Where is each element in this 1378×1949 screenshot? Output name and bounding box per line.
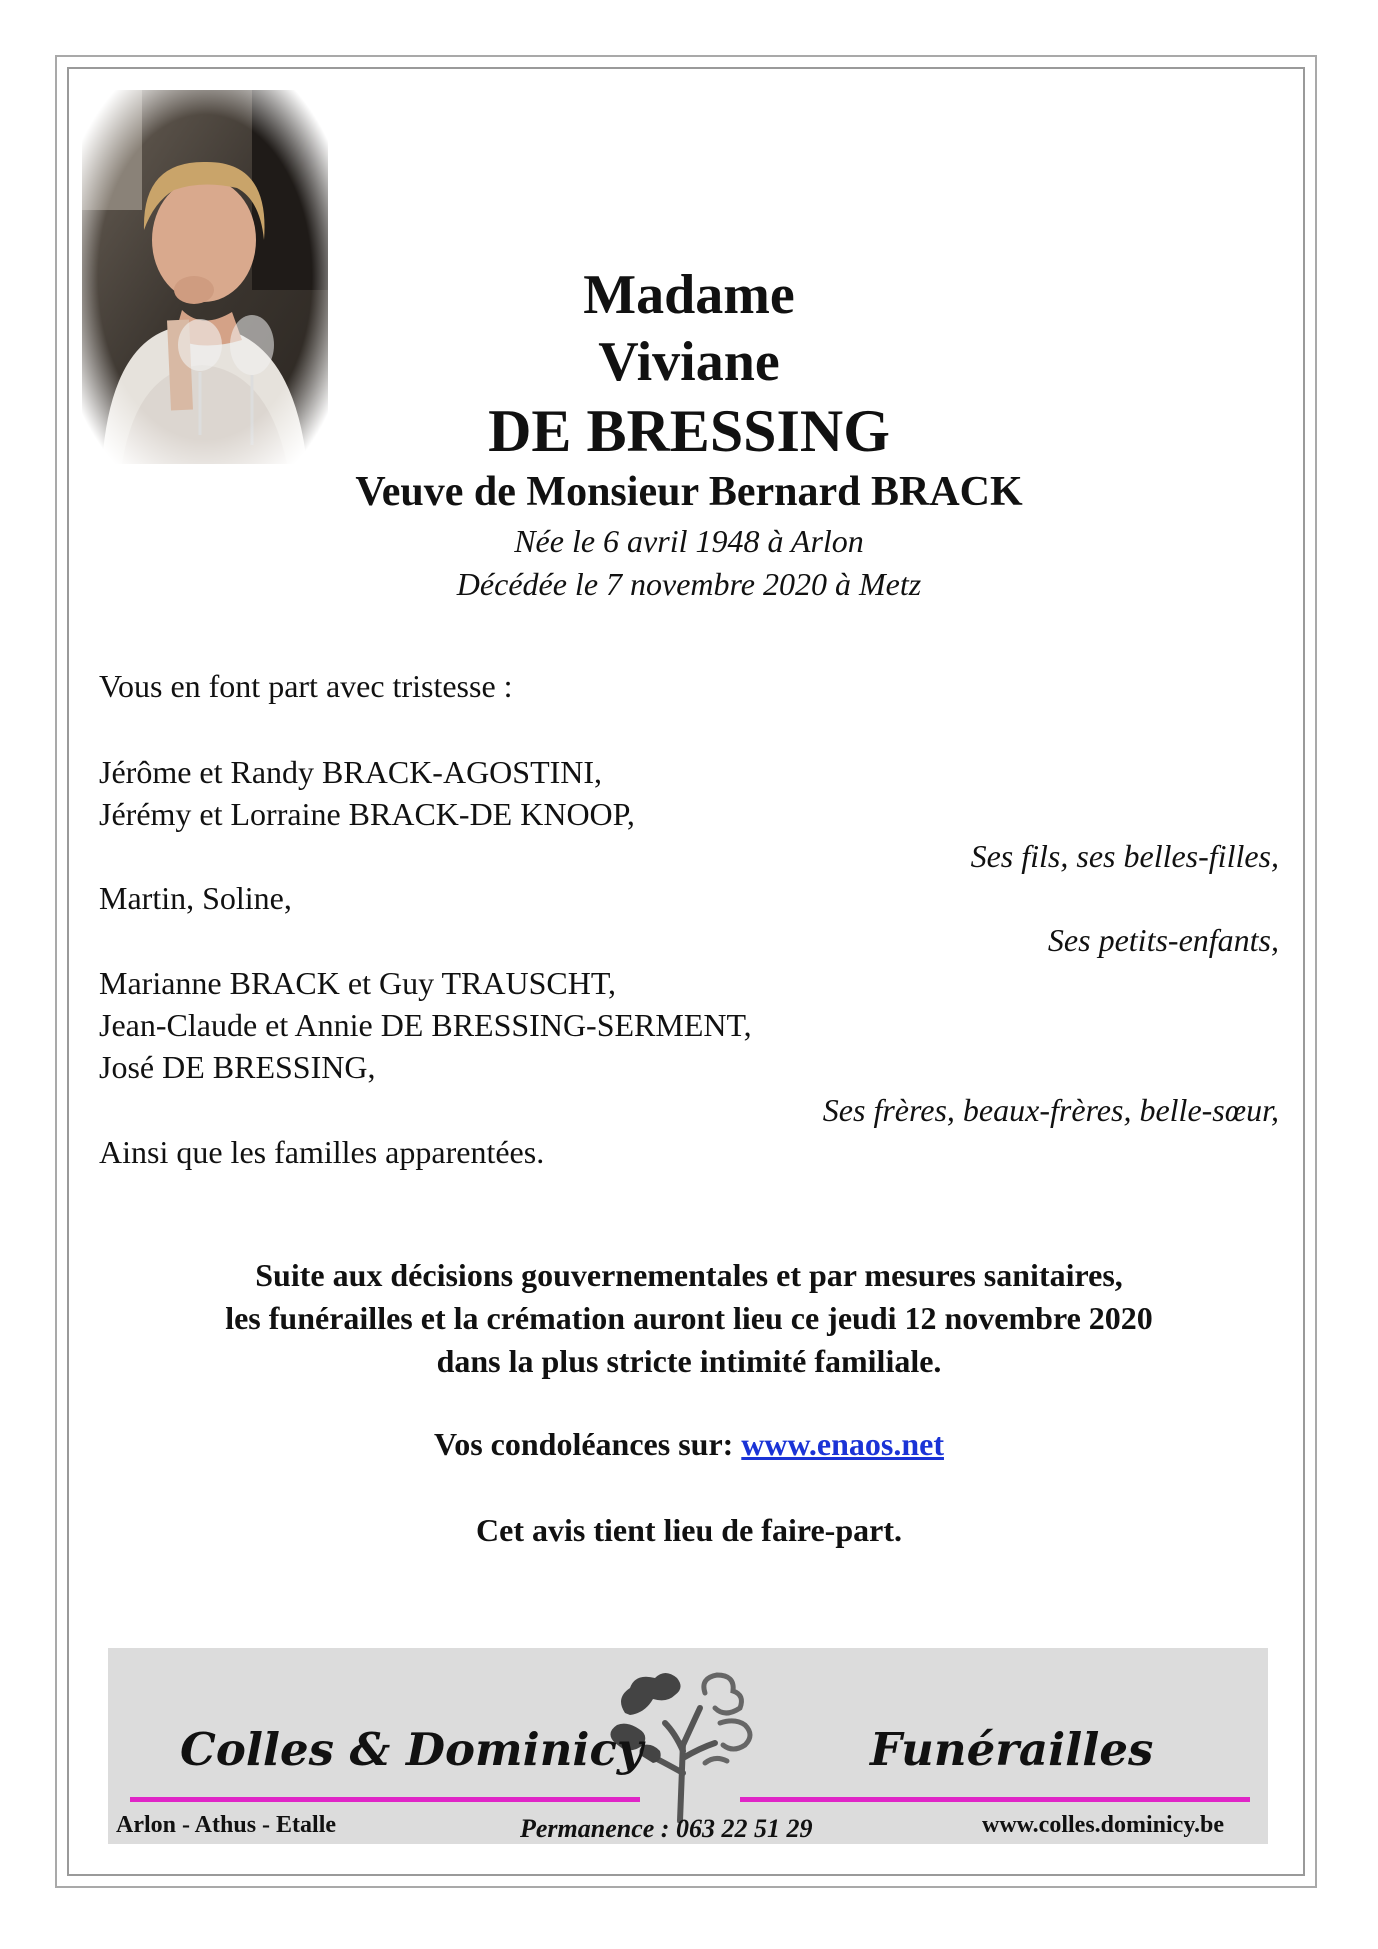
banner-phone: Permanence : 063 22 51 29 bbox=[520, 1814, 813, 1843]
funeral-line-2: les funérailles et la crémation auront lieu ce jeudi 12 novembre 2020 bbox=[225, 1300, 1153, 1336]
siblings-label: Ses frères, beaux-frères, belle-sœur, bbox=[822, 1092, 1279, 1128]
grandchildren-label: Ses petits-enfants, bbox=[1047, 922, 1279, 958]
pink-rule-left bbox=[130, 1797, 640, 1802]
last-name: DE BRESSING bbox=[488, 398, 890, 464]
banner-locations: Arlon - Athus - Etalle bbox=[116, 1812, 337, 1838]
pink-rule-right bbox=[740, 1797, 1250, 1802]
funeral-line-1: Suite aux décisions gouvernementales et par mesures sanitaires, bbox=[255, 1257, 1123, 1293]
condolences-link[interactable]: www.enaos.net bbox=[741, 1426, 944, 1462]
siblings-line-1: Marianne BRACK et Guy TRAUSCHT, bbox=[99, 965, 617, 1001]
families-line: Ainsi que les familles apparentées. bbox=[99, 1134, 545, 1170]
company-name-right: Funérailles bbox=[870, 1723, 1154, 1776]
siblings-line-3: José DE BRESSING, bbox=[99, 1049, 376, 1085]
condolences-line bbox=[0, 1426, 1378, 1463]
company-name-left: Colles & Dominicy bbox=[180, 1723, 644, 1776]
condolences-label: Vos condoléances sur: bbox=[434, 1426, 734, 1462]
spouse-line: Veuve de Monsieur Bernard BRACK bbox=[355, 469, 1023, 515]
announcement-intro: Vous en font part avec tristesse : bbox=[99, 668, 513, 704]
death-line: Décédée le 7 novembre 2020 à Metz bbox=[456, 566, 922, 602]
sons-line-1: Jérôme et Randy BRACK-AGOSTINI, bbox=[99, 754, 603, 790]
funeral-line-3: dans la plus stricte intimité familiale. bbox=[436, 1343, 942, 1379]
notice-line: Cet avis tient lieu de faire-part. bbox=[476, 1512, 902, 1548]
first-name: Viviane bbox=[598, 331, 780, 393]
siblings-line-2: Jean-Claude et Annie DE BRESSING-SERMENT, bbox=[99, 1007, 752, 1043]
sons-label: Ses fils, ses belles-filles, bbox=[970, 838, 1279, 874]
sons-line-2: Jérémy et Lorraine BRACK-DE KNOOP, bbox=[99, 796, 635, 832]
banner-website: www.colles.dominicy.be bbox=[982, 1812, 1225, 1838]
grandchildren-line: Martin, Soline, bbox=[99, 880, 292, 916]
birth-line: Née le 6 avril 1948 à Arlon bbox=[514, 523, 864, 559]
salutation: Madame bbox=[583, 264, 795, 326]
